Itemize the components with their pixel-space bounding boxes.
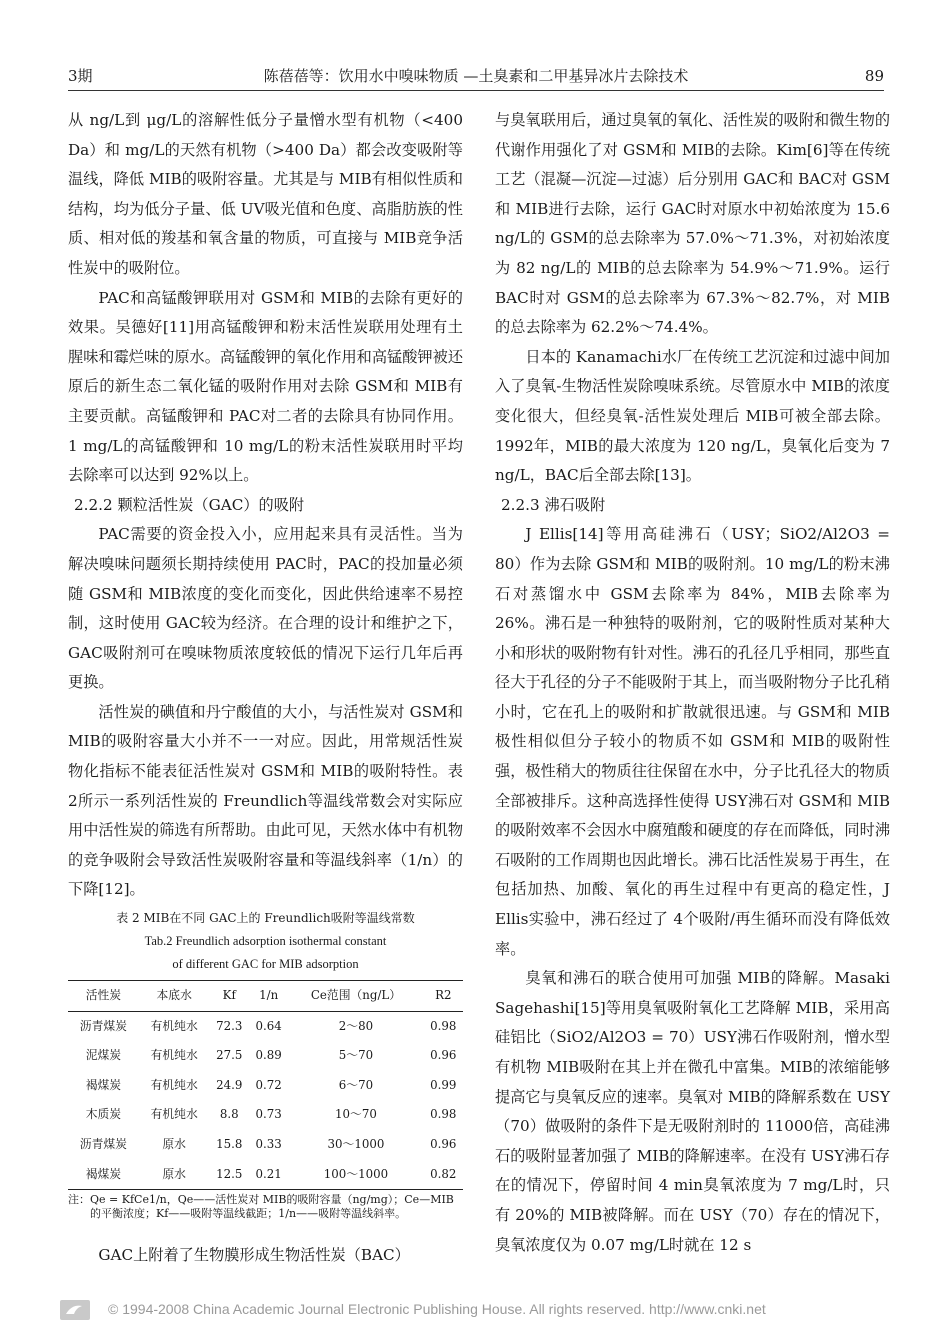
- page-footer: [60, 1298, 900, 1324]
- table-row: [68, 1160, 463, 1190]
- table-cell: 有机纯水: [150, 1018, 198, 1033]
- table-cell: 27.5: [216, 1048, 243, 1063]
- table-cell: 0.82: [430, 1166, 457, 1181]
- table-cell: 100～1000: [323, 1166, 389, 1181]
- table-caption-en: Tab.2 Freundlich adsorption isothermal constant: [144, 934, 387, 949]
- table-2: [68, 907, 463, 1221]
- col-header-1n: 1/n: [259, 988, 279, 1003]
- table-row: [68, 1130, 463, 1160]
- table-cell: 6～70: [338, 1077, 374, 1092]
- table-cell: 8.8: [219, 1107, 239, 1122]
- table-cell: 0.64: [255, 1018, 282, 1033]
- paragraph: 臭氧和沸石的联合使用可加强 MIB的降解。Masaki Sagehashi[15]等用臭氧吸附氧化工艺降解 MIB，采用高硅铝比（SiO2/Al2O3 = 70）USY沸石作吸附剂，憎水型有机物 MIB吸附在其上并在微孔中富集。MIB的浓缩能够提高它与臭氧反应的速率。臭氧对 MIB的降解系数在 USY（70）做吸附的条件下是无吸附剂时的 11000倍，高硅沸石的吸附显著加强了 MIB的降解速率。在没有 USY沸石存在的情况下，停留时间 4 min臭氧浓度为 7 mg/L时，只有 20%的 MIB被降解。而在 USY（70）存在的情况下，臭氧浓度仅为 0.07 mg/L时就在 12 s: [495, 969, 890, 1254]
- table-row: [68, 1100, 463, 1130]
- table-row: [68, 1011, 463, 1041]
- table-cell: 褐煤炭: [85, 1077, 122, 1092]
- paragraph: 日本的 Kanamachi水厂在传统工艺沉淀和过滤中间加入了臭氧-生物活性炭除嗅味系统。尽管原水中 MIB的浓度变化很大，但经臭氧-活性炭处理后 MIB可被全部去除。1992年，MIB的最大浓度为 120 ng/L，臭氧化后变为 7 ng/L，BAC后全部去除[13]。: [495, 347, 890, 485]
- paragraph: 从 ng/L到 μg/L的溶解性低分子量憎水型有机物（<400 Da）和 mg/L的天然有机物（>400 Da）都会改变吸附等温线，降低 MIB的吸附容量。尤其是与 MIB有相似性质和结构，均为低分子量、低 UV吸光值和色度、高脂肪族的性质、相对低的羧基和氧含量的物质，可直接与 MIB竞争活性炭中的吸附位。: [68, 111, 463, 277]
- table-cell: 0.96: [430, 1137, 457, 1151]
- running-title: 陈蓓蓓等：饮用水中嗅味物质 —土臭素和二甲基异冰片去除技术: [263, 67, 689, 85]
- table-row: [68, 1071, 463, 1101]
- paragraph: PAC和高锰酸钾联用对 GSM和 MIB的去除有更好的效果。吴德好[11]用高锰酸钾和粉末活性炭联用处理有土腥味和霉烂味的原水。高锰酸钾的氧化作用和高锰酸钾被还原后的新生态二氧化锰的吸附作用对去除 GSM和 MIB有主要贡献。高锰酸钾和 PAC对二者的去除具有协同作用。1 mg/L的高锰酸钾和 10 mg/L的粉末活性炭联用时平均去除率可以达到 92%以上。: [68, 288, 463, 485]
- paragraph: GAC上附着了生物膜形成生物活性炭（BAC）: [98, 1246, 410, 1265]
- table-cell: 30～1000: [327, 1137, 385, 1151]
- cnki-logo-icon: [60, 1300, 90, 1320]
- right-column: [495, 106, 890, 1260]
- paragraph: J Ellis[14]等用高硅沸石（USY；SiO2/Al2O3 = 80）作为去除 GSM和 MIB的吸附剂。10 mg/L的粉末沸石对蒸馏水中 GSM去除率为 84%，MIB去除率为 26%。沸石是一种独特的吸附剂，它的吸附性质对某种大小和形状的吸附物有针对性。沸石的孔径几乎相同，那些直径大于孔径的分子不能吸附于其上，而当吸附物分子比孔稍小时，它在孔上的吸附和扩散就很迅速。与 GSM和 MIB极性相似但分子较小的物质不如 GSM和 MIB的吸附性强，极性稍大的物质往往保留在水中，分子比孔径大的物质全部被排斥。这种高选择性使得 USY沸石对 GSM和 MIB的吸附效率不会因水中腐殖酸和硬度的存在而降低，同时沸石吸附的工作周期也因此增长。沸石比活性炭易于再生，在包括加热、加酸、氧化的再生过程中有更高的稳定性，J Ellis实验中，沸石经过了 4个吸附/再生循环而没有降低效率。: [495, 525, 890, 958]
- table-cell: 15.8: [216, 1137, 243, 1151]
- table-cell: 24.9: [216, 1077, 243, 1092]
- table-cell: 沥青煤炭: [79, 1018, 127, 1033]
- table-cell: 2～80: [338, 1018, 374, 1033]
- table-cell: 72.3: [216, 1018, 243, 1033]
- table-cell: 褐煤炭: [85, 1166, 122, 1181]
- table-cell: 10～70: [335, 1107, 377, 1122]
- paragraph: PAC需要的资金投入小，应用起来具有灵活性。当为解决嗅味问题须长期持续使用 PAC时，PAC的投加量必须随 GSM和 MIB浓度的变化而变化，因此供给速率不易控制，这时使用 GAC较为经济。在合理的设计和维护之下，GAC吸附剂可在嗅味物质浓度较低的情况下运行几年后再更换。: [68, 525, 463, 692]
- freundlich-table: [68, 980, 463, 1190]
- table-cell: 0.21: [255, 1166, 282, 1181]
- table-cell: 0.72: [255, 1077, 282, 1092]
- table-cell: 沥青煤炭: [79, 1137, 127, 1151]
- table-caption-cn: 表 2 MIB在不同 GAC上的 Freundlich吸附等温线常数: [116, 911, 415, 926]
- running-header: [68, 62, 884, 91]
- table-cell: 0.98: [430, 1018, 457, 1033]
- paragraph: 与臭氧联用后，通过臭氧的氧化、活性炭的吸附和微生物的代谢作用强化了对 GSM和 MIB的去除。Kim[6]等在传统工艺（混凝—沉淀—过滤）后分别用 GAC和 BAC对 GSM和 MIB进行去除，运行 GAC时对原水中初始浓度为 15.6 ng/L的 GSM的总去除率为 57.0%～71.3%，对初始浓度为 82 ng/L的 MIB的总去除率为 54.9%～71.9%。运行 BAC时对 GSM的总去除率为 67.3%～82.7%，对 MIB的总去除率为 62.2%～74.4%。: [495, 111, 890, 337]
- table-cell: 0.33: [255, 1137, 282, 1151]
- table-cell: 5～70: [338, 1048, 374, 1063]
- copyright-text: © 1994-2008 China Academic Journal Electronic Publishing House. All rights reserved. http://www.cnki.net: [108, 1301, 766, 1317]
- issue-number: 3期: [68, 67, 93, 85]
- table-cell: 0.89: [255, 1048, 282, 1063]
- table-cell: 木质炭: [85, 1107, 122, 1122]
- section-heading-zeolite: 2.2.3 沸石吸附: [501, 495, 606, 514]
- table-cell: 0.73: [255, 1107, 282, 1122]
- col-header-water: 本底水: [156, 988, 192, 1003]
- table-cell: 0.96: [430, 1048, 457, 1063]
- table-cell: 12.5: [216, 1166, 243, 1181]
- table-cell: 有机纯水: [150, 1077, 198, 1092]
- left-column: [68, 106, 463, 1271]
- table-note: 注：Qe = KfCe1/n，Qe——活性炭对 MIB的吸附容量（ng/mg）；Ce—MIB的平衡浓度；Kf——吸附等温线截距；1/n——吸附等温线斜率。: [68, 1193, 454, 1221]
- table-cell: 0.99: [430, 1077, 457, 1092]
- table-cell: 泥煤炭: [85, 1048, 122, 1063]
- table-cell: 0.98: [430, 1107, 457, 1122]
- col-header-carbon: 活性炭: [85, 988, 122, 1003]
- table-header-row: [68, 981, 463, 1012]
- col-header-ce-range: Ce范围（ng/L）: [310, 988, 402, 1003]
- table-row: [68, 1041, 463, 1071]
- table-cell: 原水: [162, 1137, 186, 1151]
- table-cell: 原水: [162, 1166, 186, 1181]
- section-heading-gac: 2.2.2 颗粒活性炭（GAC）的吸附: [74, 495, 305, 514]
- paragraph: 活性炭的碘值和丹宁酸值的大小，与活性炭对 GSM和 MIB的吸附容量大小并不一一对应。因此，用常规活性炭物化指标不能表征活性炭对 GSM和 MIB的吸附特性。表 2所示一系列活性炭的 Freundlich等温线常数会对实际应用中活性炭的筛选有所帮助。由此可见，天然水体中有机物的竞争吸附会导致活性炭吸附容量和等温线斜率（1/n）的下降[12]。: [68, 702, 463, 899]
- table-cell: 有机纯水: [150, 1048, 198, 1063]
- col-header-r2: R2: [435, 988, 452, 1003]
- col-header-kf: Kf: [222, 988, 236, 1003]
- table-cell: 有机纯水: [150, 1107, 198, 1122]
- table-caption-en-2: of different GAC for MIB adsorption: [172, 957, 359, 972]
- page-number: 89: [864, 67, 884, 85]
